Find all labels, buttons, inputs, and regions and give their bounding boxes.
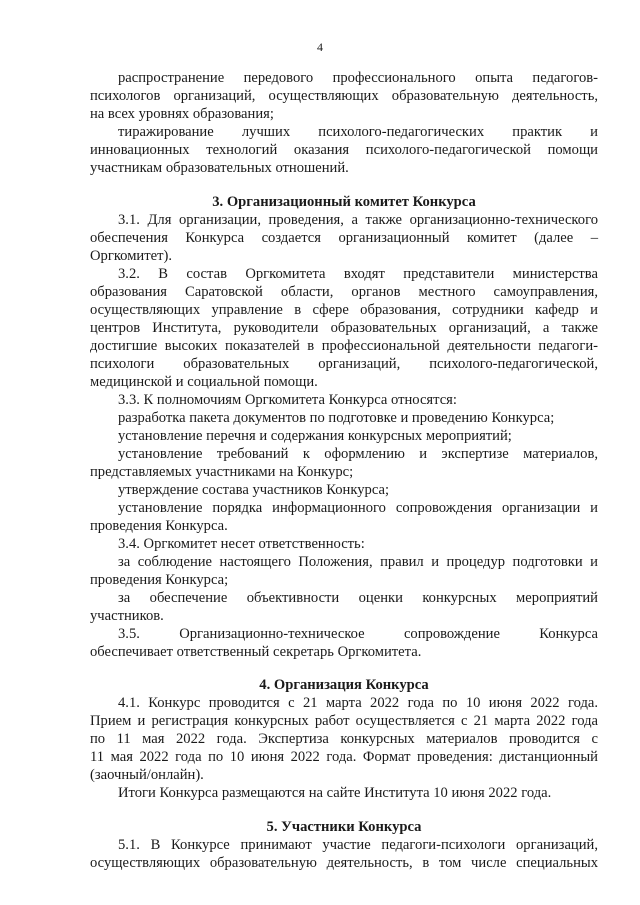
text-line: участникам образовательных отношений.	[90, 160, 349, 176]
text-line: утверждение состава участников Конкурса;	[118, 482, 390, 498]
text-line: установление перечня и содержания конкурсных мероприятий;	[118, 428, 512, 444]
text-line: установление требований к оформлению и экспертизе материалов,	[118, 446, 598, 462]
text-line: (заочный/онлайн).	[90, 767, 204, 783]
section-heading: 4. Организация Конкурса	[259, 677, 429, 693]
text-line: Итоги Конкурса размещаются на сайте Института 10 июня 2022 года.	[118, 785, 552, 801]
text-line: проведения Конкурса.	[90, 518, 228, 534]
text-line: центров Института, руководители образовательных организаций, а также	[90, 320, 598, 336]
page-number: 4	[317, 40, 323, 54]
text-line: 3.2. В состав Оргкомитета входят представители министерства	[118, 266, 598, 282]
text-line: за обеспечение объективности оценки конкурсных мероприятий	[118, 590, 598, 606]
text-line: представляемых участниками на Конкурс;	[90, 464, 354, 480]
text-line: 3.4. Оргкомитет несет ответственность:	[118, 536, 365, 552]
text-line: 5.1. В Конкурсе принимают участие педагоги-психологи организаций,	[118, 837, 598, 853]
text-line: психологов организаций, осуществляющих образовательную деятельность,	[90, 88, 598, 104]
text-line: 3.1. Для организации, проведения, а также организационно-технического	[118, 212, 598, 228]
text-line: установление порядка информационного сопровождения организации и	[118, 500, 598, 516]
text-line: на всех уровнях образования;	[90, 106, 274, 122]
text-line: Оргкомитет).	[90, 248, 172, 264]
text-line: 3.5. Организационно-техническое сопровождение Конкурса	[118, 626, 598, 642]
text-line: распространение передового профессионального опыта педагогов-	[118, 70, 598, 86]
section-heading: 5. Участники Конкурса	[266, 819, 422, 835]
text-line: участников.	[90, 608, 164, 624]
text-line: осуществляющих образовательную деятельность, в том числе специальных	[90, 855, 598, 871]
text-line: медицинской и социальной помощи.	[90, 374, 318, 390]
text-line: по 11 мая 2022 года. Экспертиза конкурсных материалов проводится с	[90, 731, 598, 747]
text-line: 4.1. Конкурс проводится с 21 марта 2022 года по 10 июня 2022 года.	[118, 695, 598, 711]
text-line: образования Саратовской области, органов местного самоуправления,	[90, 284, 598, 300]
text-line: осуществляющих управление в сфере образования, сотрудники кафедр и	[90, 302, 598, 318]
text-line: 11 мая 2022 года по 10 июня 2022 года. Формат проведения: дистанционный	[90, 749, 598, 765]
text-line: инновационных технологий оказания психолого-педагогической помощи	[90, 142, 598, 158]
text-line: Прием и регистрация конкурсных работ осуществляется с 21 марта 2022 года	[90, 713, 598, 729]
text-line: психологи образовательных организаций, психолого-педагогической,	[90, 356, 598, 372]
text-line: 3.3. К полномочиям Оргкомитета Конкурса относятся:	[118, 392, 457, 408]
text-line: обеспечивает ответственный секретарь Оргкомитета.	[90, 644, 422, 660]
text-line: достигшие высоких показателей в профессиональной деятельности педагоги-	[90, 338, 598, 354]
text-line: тиражирование лучших психолого-педагогических практик и	[118, 124, 598, 140]
text-line: проведения Конкурса;	[90, 572, 229, 588]
section-heading: 3. Организационный комитет Конкурса	[212, 194, 476, 210]
text-line: разработка пакета документов по подготовке и проведению Конкурса;	[118, 410, 555, 426]
text-line: за соблюдение настоящего Положения, правил и процедур подготовки и	[118, 554, 598, 570]
text-line: обеспечения Конкурса создается организационный комитет (далее –	[90, 230, 598, 246]
